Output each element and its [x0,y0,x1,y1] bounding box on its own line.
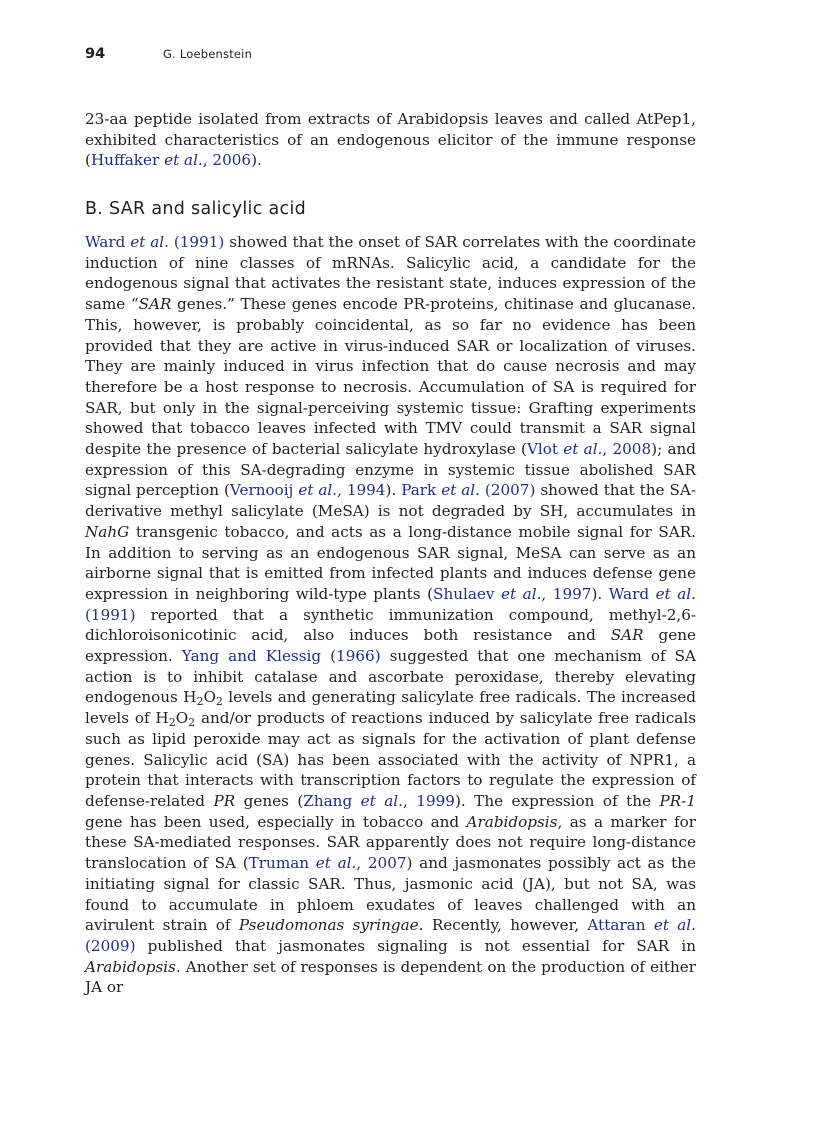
citation-etal: et al. [315,854,357,873]
citation-ward-1991[interactable] [85,233,224,251]
italic-term: SAR [138,295,172,314]
subscript: 2 [168,716,176,730]
text-run: 23-aa peptide isolated from extracts of Arabidopsis leaves and called AtPep1, exhibited characteristics of an endogenous elicitor of the immune response ( [85,110,696,170]
italic-term: PR [213,791,236,810]
citation-park-2007[interactable] [401,481,535,499]
subscript: 2 [215,695,223,709]
citation-huffaker-2006[interactable] [91,151,251,169]
citation-etal: et al. [360,791,403,810]
citation-year: (1991) [85,605,136,624]
citation-year: (2007) [479,481,536,500]
citation-author: Vlot [526,440,559,459]
paragraph-continued [85,109,696,171]
citation-etal: et al. [655,584,696,603]
text-run: gene expression. [85,626,697,666]
citation-yang-klessig-1966[interactable]: Yang and Klessig (1966) [181,647,381,666]
citation-etal: et al. [653,916,696,935]
citation-vlot-2008[interactable] [527,440,651,458]
citation-year: , 1994 [337,481,386,500]
text-run: ). [591,584,609,603]
text-run: ); and expression of this SA-degrading enzyme in systemic tissue abolished SAR signal perception ( [85,440,696,500]
citation-etal: et al. [563,440,603,459]
italic-term: Arabidopsis [85,957,176,976]
text-run: gene has been used, especially in tobacco and [85,812,467,831]
text-run: showed that the onset of SAR correlates with the coordinate induction of nine classes of mRNAs. Salicylic acid, a candidate for the endogenous signal that activates the resistant state, induces expression of the same “ [85,233,696,314]
citation-year: (2009) [85,936,136,955]
citation-year: , 1997 [541,584,592,603]
section-heading: B. SAR and salicylic acid [85,199,307,219]
subscript: 2 [196,695,204,709]
text-run: genes ( [235,791,304,810]
citation-shulaev-1997[interactable] [433,585,591,603]
citation-etal: et al. [130,233,169,251]
text-run: and/or products of reactions induced by salicylate free radicals such as lipid peroxide may act as signals for the activation of plant defense genes. Salicylic acid (SA) has been associated with the activity of NPR1, a protein that interacts with transcription factors to regulate the expression of defense-related [85,709,696,810]
citation-author: Attaran [587,916,646,935]
text-run: reported that a synthetic immunization compound, methyl-2,6-dichloroisonicotinic acid, also induces both resistance and [85,605,696,645]
citation-etal: et al. [164,151,203,170]
text-run: , as a marker for these SA-mediated responses. SAR apparently does not require long-distance translocation of SA ( [85,812,697,873]
paragraph-sar [85,232,696,998]
text-run: . Another set of responses is dependent on the production of either JA or [85,957,696,997]
italic-term: SAR [610,626,644,645]
citation-etal: et al. [441,481,480,500]
text-run: genes.” These genes encode PR-proteins, chitinase and glucanase. This, however, is probably coincidental, as so far no evidence has been provided that they are active in virus-induced SAR or localization of viruses. They are mainly induced in virus infection that do cause necrosis and may therefore be a host response to necrosis. Accumulation of SA is required for SAR, but only in the signal-perceiving systemic tissue: Grafting experiments showed that tobacco leaves infected with TMV could transmit a SAR signal despite the presence of bacterial salicylate hydroxylase ( [85,295,696,459]
citation-etal: et al. [501,584,542,603]
citation-author: Shulaev [433,584,495,603]
citation-author: Huffaker [90,151,160,170]
citation-author: Ward [608,584,650,603]
citation-author: Truman [248,854,310,873]
citation-year: (1991) [168,233,225,251]
text-run: levels and generating salicylate free radicals. The increased levels of H [85,688,697,728]
text-run: ). [251,151,262,170]
text-run: O [175,709,189,728]
text-run: O [203,688,216,707]
italic-term: PR-1 [659,791,696,810]
italic-term: Pseudomonas syringae. [238,916,424,935]
citation-year: , 2008 [602,440,652,459]
text-run: showed that the SA-derivative methyl salicylate (MeSA) is not degraded by SH, accumulates in [85,481,696,521]
text-run: suggested that one mechanism of SA action is to inhibit catalase and ascorbate peroxidase, thereby elevating endogenous H [85,647,696,707]
citation-author: Vernooij [229,481,294,500]
citation-year: , 1999 [402,791,455,810]
citation-author: Ward [85,233,126,251]
citation-etal: et al. [298,481,338,500]
citation-year: , 2006 [202,151,252,170]
citation-year: , 2007 [356,854,407,873]
text-run: ). The expression of the [454,791,660,810]
running-author: G. Loebenstein [163,47,253,61]
italic-term: NahG [85,522,130,541]
citation-author: Park [401,481,437,500]
running-header [85,43,252,62]
text-run: published that jasmonates signaling is not essential for SAR in [135,936,696,955]
subscript: 2 [188,716,196,730]
text-run: ). [385,481,402,500]
italic-term: Arabidopsis [466,812,558,831]
text-run: transgenic tobacco, and acts as a long-distance mobile signal for SAR. In addition to serving as an endogenous SAR signal, MeSA can serve as an airborne signal that is emitted from infected plants and induces defense gene expression in neighboring wild-type plants ( [85,522,696,603]
text-run: ) and jasmonates possibly act as the initiating signal for classic SAR. Thus, jasmonic acid (JA), but not SA, was found to accumulate in phloem exudates of leaves challenged with an avirulent strain of [85,854,696,935]
citation-vernooij-1994[interactable] [230,481,386,499]
citation-truman-2007[interactable] [249,854,407,872]
citation-author: Zhang [303,791,353,810]
page-number: 94 [85,46,106,62]
text-run: Recently, however, [423,916,588,935]
citation-zhang-1999[interactable] [303,792,455,810]
